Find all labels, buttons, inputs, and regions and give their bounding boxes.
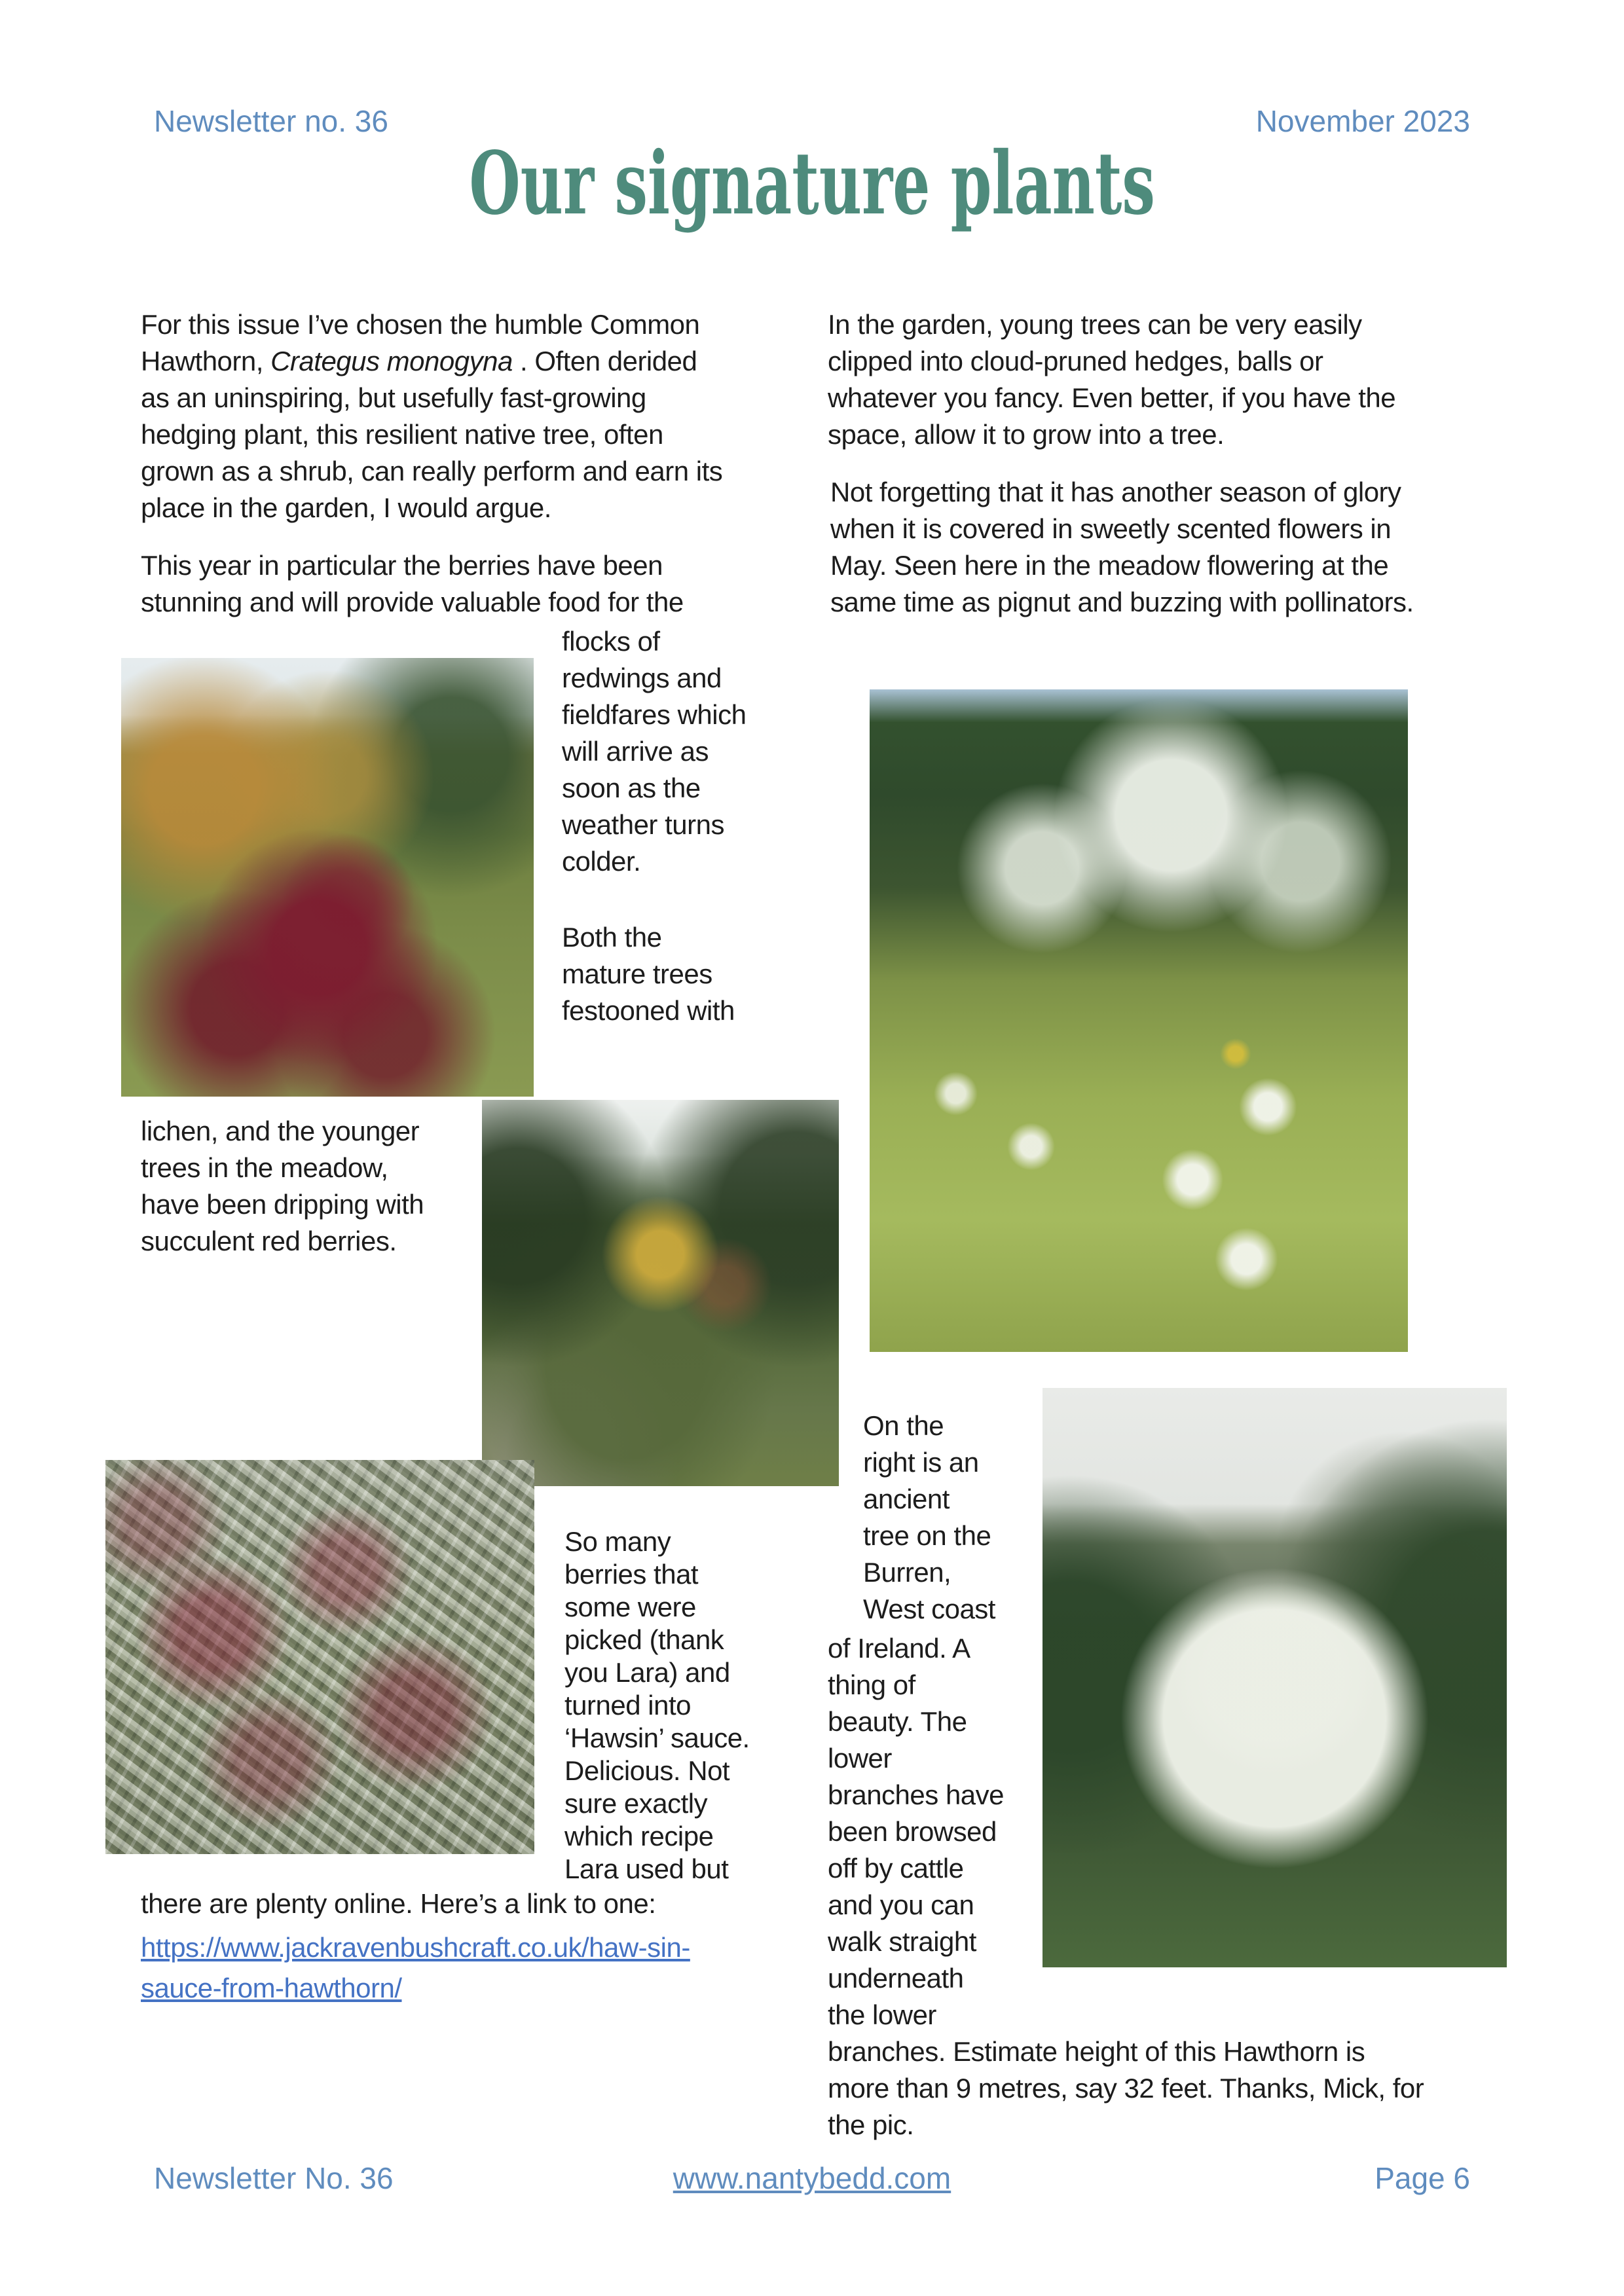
paragraph-intro <box>141 306 783 526</box>
paragraph-berries: This year in particular the berries have been stunning and will provide valuable food for the <box>141 550 684 617</box>
paragraph-lichen: lichen, and the younger trees in the meadow, have been dripping with succulent red berries. <box>141 1116 424 1256</box>
flowering-meadow-photo <box>870 689 1408 1352</box>
wrap-text-on-the-right: On the right is an ancient tree on the Burren, West coast <box>863 1410 995 1624</box>
footer-page-number: Page 6 <box>1375 2161 1470 2195</box>
lichen-tree-photo <box>105 1460 534 1854</box>
wrap-text-so-many: So many berries that some were picked (thank you Lara) and turned into ‘Hawsin’ sauce. Delicious. Not sure exactly which recipe Lara used but <box>564 1526 750 1884</box>
hawthorn-berries-photo <box>121 658 534 1097</box>
page-title: Our signature plants <box>469 133 1155 234</box>
footer-site-link[interactable]: www.nantybedd.com <box>673 2161 951 2195</box>
paragraph-garden: In the garden, young trees can be very easily clipped into cloud-pruned hedges, balls or whatever you fancy. Even better, if you have the space, allow it to grow into a tree. <box>828 309 1396 450</box>
burren-hawthorn-tree-photo <box>1043 1388 1507 1967</box>
wrap-text-flocks: flocks of redwings and fieldfares which will arrive as soon as the weather turns colder. <box>562 626 747 877</box>
wrap-text-both-the: Both the mature trees festooned with <box>562 922 735 1026</box>
header-issue-label: Newsletter no. 36 <box>154 104 388 138</box>
paragraph-link-intro: there are plenty online. Here’s a link to one: <box>141 1888 656 1919</box>
wrap-text-of-ireland: of Ireland. A thing of beauty. The lower branches have been browsed off by cattle and you can walk straight underneath the lower <box>828 1633 1005 2030</box>
latin-name: Crategus monogyna <box>270 346 513 376</box>
paragraph-height: branches. Estimate height of this Hawthorn is more than 9 metres, say 32 feet. Thanks, Mick, for the pic. <box>828 2036 1424 2140</box>
recipe-link[interactable]: https://www.jackravenbushcraft.co.uk/haw-sin- sauce-from-hawthorn/ <box>141 1932 690 2003</box>
intro-text-a: For this issue I’ve chosen the humble Common Hawthorn, <box>141 309 700 376</box>
paragraph-flowers: Not forgetting that it has another season of glory when it is covered in sweetly scented flowers in May. Seen here in the meadow flowering at the same time as pignut and buzzing with pollinators. <box>830 477 1414 617</box>
autumn-valley-photo <box>482 1100 839 1486</box>
title-row <box>0 133 1624 241</box>
footer-issue-label: Newsletter No. 36 <box>154 2161 394 2195</box>
intro-text-c: . Often derided as an uninspiring, but usefully fast-growing hedging plant, this resilient native tree, often grown as a shrub, can really perform and earn its place in the garden, I would argue. <box>141 346 723 523</box>
header-date: November 2023 <box>1255 104 1470 138</box>
